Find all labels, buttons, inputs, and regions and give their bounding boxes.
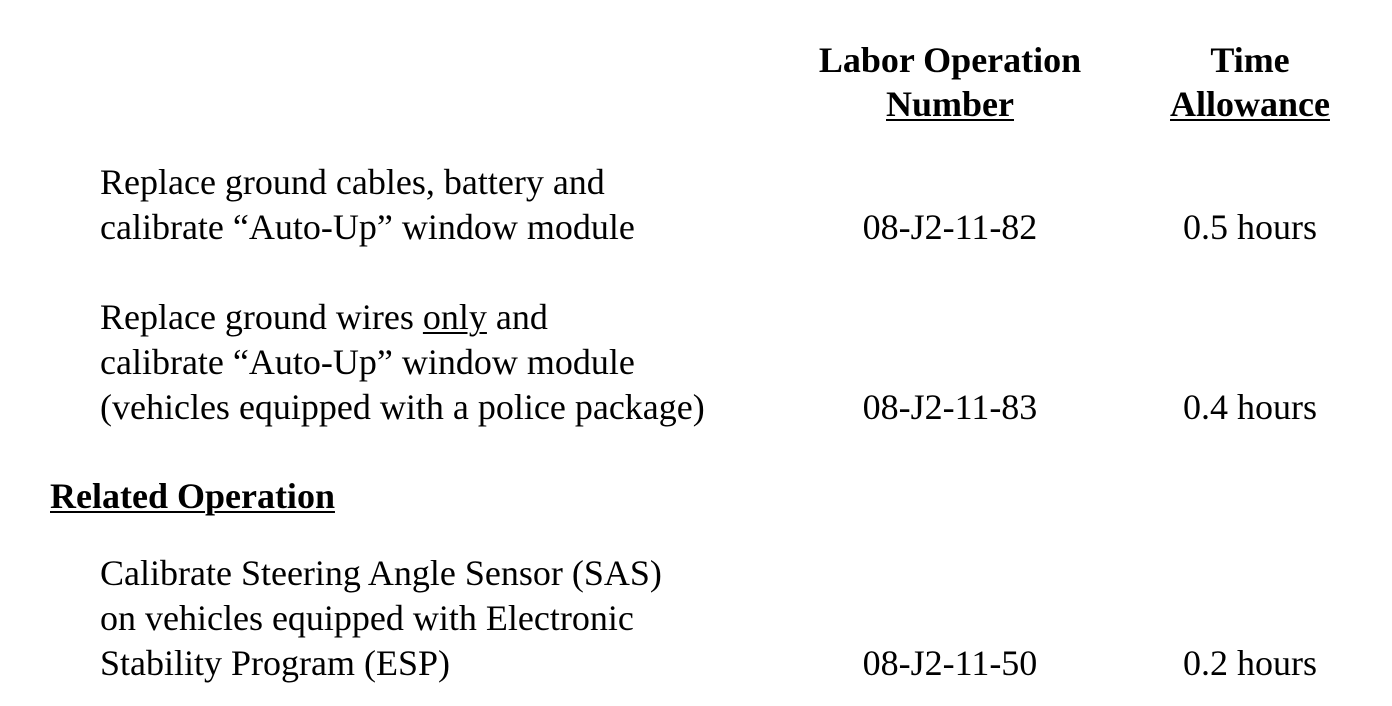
operation-2-desc-line: calibrate “Auto-Up” window module (100, 342, 635, 382)
operation-1-description (100, 160, 635, 250)
related-operation-heading: Related Operation (50, 476, 335, 516)
operation-1-desc-line: Replace ground cables, battery and (100, 162, 605, 202)
operation-2-desc-emphasis: only (422, 297, 487, 337)
labor-header-line1: Labor Operation (818, 40, 1082, 80)
labor-operation-number-header (780, 38, 1120, 126)
operation-2-number: 08-J2-11-83 (862, 387, 1038, 427)
labor-header-line2: Number (886, 84, 1014, 124)
operation-2-desc-pre: Replace ground wires (100, 297, 423, 337)
related-desc-line: Calibrate Steering Angle Sensor (SAS) (100, 553, 662, 593)
related-operation-number: 08-J2-11-50 (862, 643, 1038, 683)
operation-1-desc-line: calibrate “Auto-Up” window module (100, 207, 635, 247)
time-header-line2: Allowance (1170, 84, 1330, 124)
related-operation-time: 0.2 hours (1183, 643, 1317, 683)
operation-1-number: 08-J2-11-82 (862, 207, 1038, 247)
operation-2-time: 0.4 hours (1183, 387, 1317, 427)
time-allowance-header (1140, 38, 1360, 126)
operation-2-desc-line: (vehicles equipped with a police package) (100, 387, 705, 427)
related-operation-description (100, 551, 662, 686)
operation-1-time: 0.5 hours (1183, 207, 1317, 247)
operation-2-desc-post: and (486, 297, 548, 337)
related-desc-line: on vehicles equipped with Electronic (100, 598, 634, 638)
operation-2-description (100, 295, 705, 430)
operation-2-desc-line (100, 295, 705, 340)
time-header-line1: Time (1210, 40, 1290, 80)
related-desc-line: Stability Program (ESP) (100, 643, 450, 683)
